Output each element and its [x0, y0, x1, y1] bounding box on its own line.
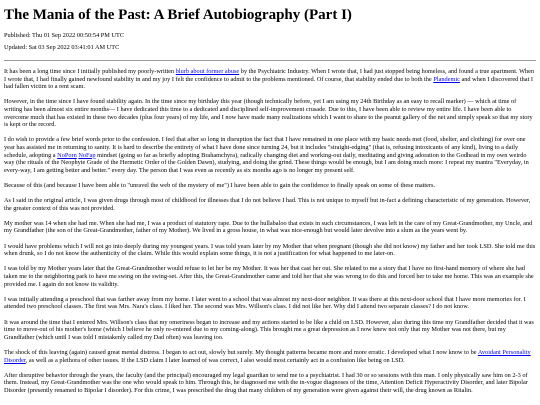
divider: [4, 60, 536, 61]
updated-date: Updated: Sat 03 Sep 2022 03:41:01 AM UTC: [4, 44, 120, 51]
paragraph-12: After disruptive behavior through the years, the faculty (and the principal) encouraged my legal guardian to send me to a psychiatrist. I had 30 or so sessions with this man. I only physically saw him on 2-3 of them. Instead, my Great-Grandmother was the one who would speak to him. Through this, he diagnosed me with the in-vogue diagnoses of the time, Attention Deficit Hyperactivity Disorder, and later Bipolar Disorder (presently renamed to Bipolar I disorder). For this crime, I was prescribed the drug that many children of my generation were given against their will, the drug known as Ritalin.: [4, 371, 528, 394]
paragraph-4: Because of this (and because I have been able to "unravel the web of the mystery of me") I have been able to gain the confidence to finally speak on some of these matters.: [4, 181, 436, 189]
avoidant-link[interactable]: Avoidant Personality Disorder: [4, 348, 531, 364]
former-abuse-link[interactable]: blurb about former abuse: [175, 68, 240, 75]
paragraph-10: It was around the time that I entered Mrs. Willson's class that my omeriness began to increase and my actions started to be like a child on LSD. However, also during this time my Grandfather decided that it was time to move-out of his mother's home (which I believe he only re-entered due to my coming-along). This brought me a great depression as I now knew not only that my Mother was not there, but my Grandfather (which until I was told I mistakenly called my Dad often) was leaving too.: [4, 318, 534, 341]
paragraph-3: I do wish to provide a few brief words prior to the confession. I feel that after so long in disruption the fact that I have remained in one place with my basic needs met (food, shelter, and clothing) for over one year has assisted me in returning to sanity. It is hard to describe the entirety of what I have done since turning 24, but it includes "straight-edging" (that is, refusing intoxicants of any kind), living to a daily schedule, adopting a NoPorn NoFap mindset (going so far as briefly adopting Brahamchyra), radically changing diet and working-out daily, meditating and giving adoration to the Godhead in my own weirdo way (the rituals of the Neophyte Grade of the Hermetic Order of the Golden Dawn), studying, and doing the grind. These things would be enough, but I am doing much more: I repeat my mantra "Everyday, in every-way, I am getting better and better." every day. The person that I was even as recently as six months ago is no longer my present self.: [4, 136, 529, 174]
paragraph-7: I would have problems which I will not go into deeply during my youngest years. I was told years later by my Mother that when pregnant (though she did not know) my father and her took LSD. She told me this when drunk, so I do not know the authenticity of the claim. While this would explain some things, it is not a justification for what happened to me later-on.: [4, 242, 536, 258]
published-date: Published: Thu 01 Sep 2022 00:50:54 PM UTC: [4, 32, 125, 39]
paragraph-11: The shock of this leaving (again) caused great mental distress. I began to act out, slowly but surely. My thought patterns became more and more erratic. I developed what I now know to be Avoidant Personality Disorder, as well as a plethora of other issues. If the LSD claim I later learned of was correct, I also would most certainly act in a confusion like being on LSD.: [4, 348, 531, 364]
nofap-link[interactable]: NoFap: [78, 151, 96, 159]
paragraph-1: It has been a long time since I initially published my poorly-written blurb about former abuse by the Psychiatric Industry. When I wrote that, I had just stopped being homeless, and found a true apartment. When I wrote that, I had finally gained newfound stability in and my joy I felt the confidence to admit to the problems mentioned. Of course, that stability ended due to both the Plandemic and when I discovered that I had fallen victim to a rent scam.: [4, 68, 535, 91]
paragraph-8: I was told by my Mother years later that the Great-Grandmother would refuse to let her be my Mother. It was her that cast her out. She related to me a story that I have no first-hand memory of where she had taken me to the neighboring park to have me swing on the swing-set. After this, the Great-Grandmother came and told her that she was wrong to do this and forced her to take me home. This was an example she provided me. I again do not know its validity.: [4, 265, 534, 288]
paragraph-6: My mother was 14 when she had me. When she had me, I was a product of statutory rape. Due to the hullabaloo that exists in such circumstances, I was left in the care of my Great-Grandmother, my Uncle, and my Grandfather (the son of the Great-Grandmother, father of my Mother). We lived in a gross house, in what was nice-enough but would later devolve into a slum as the years went by.: [4, 219, 533, 235]
paragraph-2: However, in the time since I have found stability again. In the time since my birthday this year (though technically before, yet I am using my 24th Birthday as an easy to recall marker) — which at time of writing has been almost six entire months— I have dedicated this time to a dedicated and disciplined self-improvement crusade. Due to this, I have been able to review my entire life. I have been able to overcome much that has existed in these two decades (plus four years) of my life, and I now have made many realizations which I want to share to the peanut gallery of the net and simply speak so that my story is kept or the record.: [4, 98, 533, 129]
paragraph-9: I was initially attending a preschool that was farther away from my home. I later went to a school that was almost my next-door neighbor. It was there at this next-door school that I have more memories for. I attended two preschool classes. The first was Mrs. Nara's class. I liked her. The second was Mrs. Willson's class. I did not like her. Why did I attend two separate classes? I do not know.: [4, 295, 526, 311]
paragraph-5: As I said in the original article, I was given drugs through most of childhood for illnesses that I do not believe I had. This is not unique to myself but in-fact a defining characteristic of my generation. However, the greater context of this was not provided.: [4, 197, 531, 212]
noporn-link[interactable]: NoPorn: [57, 151, 77, 159]
page-title: The Mania of the Past: A Brief Autobiography (Part I): [4, 7, 352, 23]
plandemic-link[interactable]: Plandemic: [433, 75, 460, 83]
